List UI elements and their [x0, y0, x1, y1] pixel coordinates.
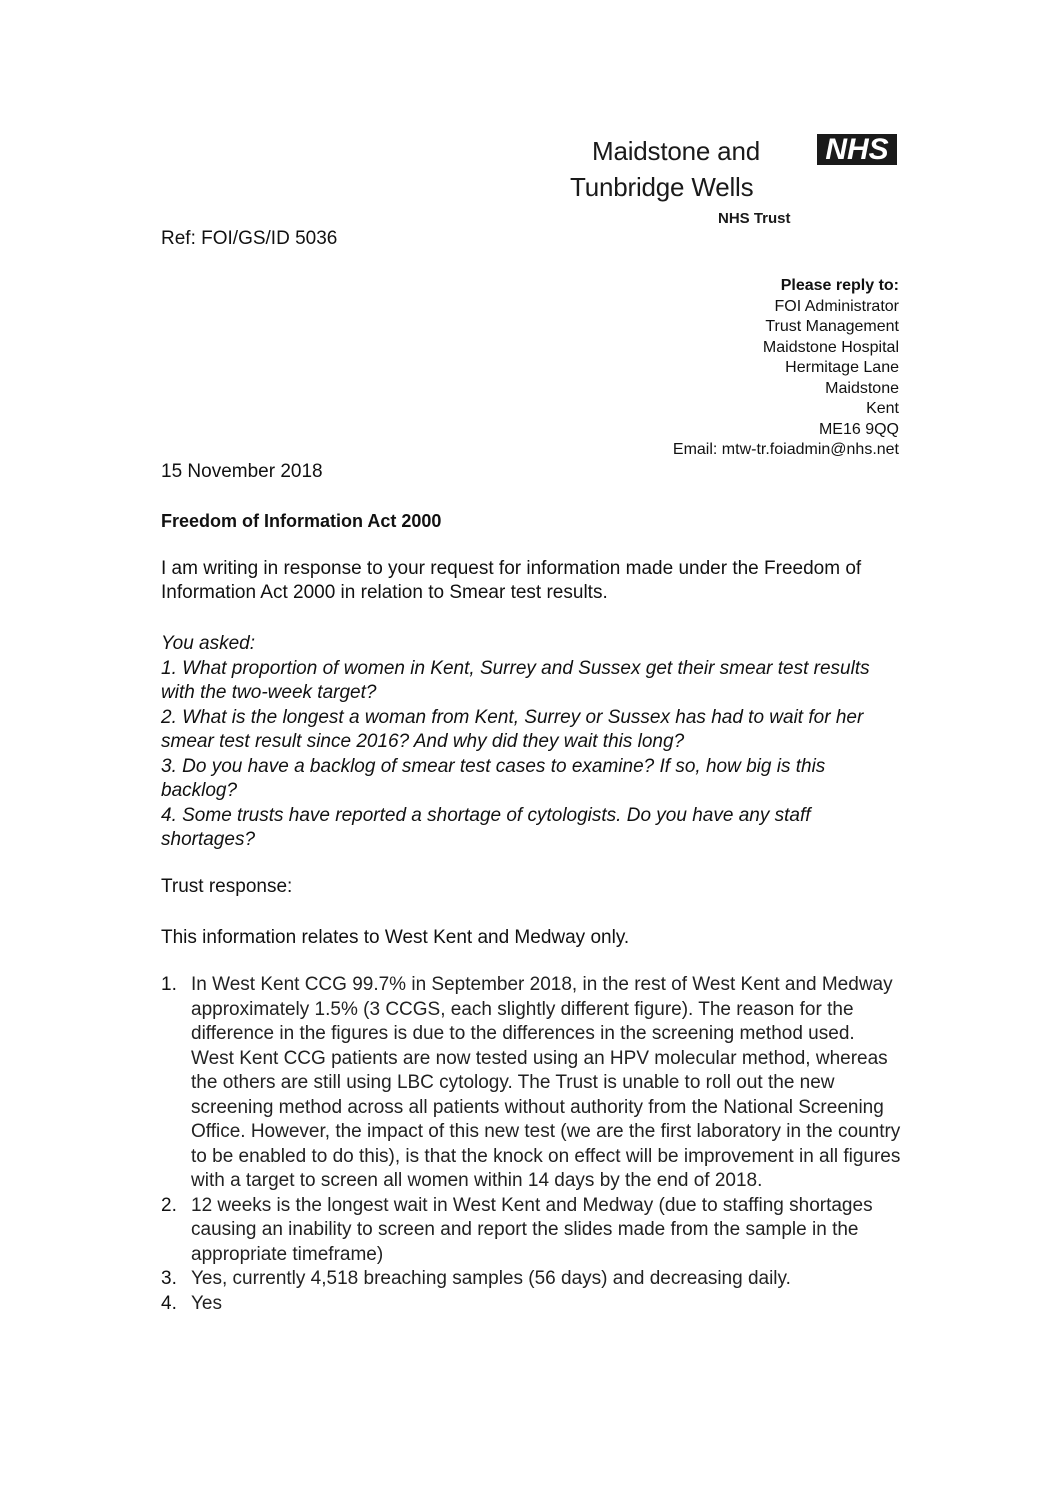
answer-number: 2. — [161, 1194, 177, 1216]
answer-number: 1. — [161, 974, 177, 995]
answer-item — [161, 1292, 901, 1317]
question-item: 1. What proportion of women in Kent, Surrey and Sussex get their smear test results with the two-week target? — [161, 657, 870, 703]
reply-email: Email: mtw-tr.foiadmin@nhs.net — [672, 441, 899, 458]
letter-heading: Freedom of Information Act 2000 — [161, 511, 442, 531]
answers-list — [161, 973, 901, 1316]
reference-number: Ref: FOI/GS/ID 5036 — [161, 228, 338, 249]
reply-address — [499, 276, 899, 461]
answer-text: 12 weeks is the longest wait in West Kent and Medway (due to staffing shortages causing an inability to screen and report the slides made from the sample in the appropriate timeframe) — [191, 1194, 873, 1265]
logo-text-tunbridge: Tunbridge Wells — [570, 172, 754, 202]
reply-address-line: Maidstone — [825, 379, 899, 397]
questions-block — [161, 632, 901, 853]
response-label: Trust response: — [161, 876, 293, 897]
reply-address-line: Trust Management — [765, 318, 899, 335]
reply-address-heading: Please reply to: — [780, 277, 899, 294]
reply-address-line: ME16 9QQ — [818, 420, 899, 438]
answer-number: 4. — [161, 1292, 177, 1314]
answer-item — [161, 1267, 901, 1292]
trust-logo — [570, 130, 910, 230]
reply-address-line: Maidstone Hospital — [762, 338, 899, 356]
answer-text: In West Kent CCG 99.7% in September 2018, in the rest of West Kent and Medway approximately 1.5% (3 CCGS, each slightly different figure). The reason for the difference in the figures is due to the differences in the screening method used. West Kent CCG patients are now tested using an HPV molecular method, whereas the others are still using LBC cytology. The Trust is unable to roll out the new screening method across all patients without authority from the National Screening Office. However, the impact of this new test (we are the first laboratory in the country to be enabled to do this), is that the knock on effect will be improvement in all figures with a target to screen all women within 14 days by the end of 2018. — [191, 974, 901, 1191]
logo-text-maidstone: Maidstone and — [592, 136, 760, 166]
letter-date: 15 November 2018 — [161, 461, 323, 482]
answer-item — [161, 1194, 901, 1268]
scope-statement: This information relates to West Kent and Medway only. — [161, 927, 630, 948]
question-item: 2. What is the longest a woman from Kent, Surrey or Sussex has had to wait for her smear test result since 2016? And why did they wait this long? — [161, 706, 864, 752]
intro-paragraph: I am writing in response to your request for information made under the Freedom of Information Act 2000 in relation to Smear test results. — [161, 558, 862, 603]
answer-text: Yes — [191, 1292, 222, 1314]
reply-address-line: FOI Administrator — [774, 297, 899, 315]
answer-item — [161, 973, 901, 1194]
reply-address-line: Hermitage Lane — [785, 359, 899, 376]
nhs-logo-badge: NHS — [817, 134, 897, 165]
questions-label: You asked: — [161, 633, 256, 654]
question-item: 4. Some trusts have reported a shortage of cytologists. Do you have any staff shortages? — [161, 804, 811, 850]
question-item: 3. Do you have a backlog of smear test cases to examine? If so, how big is this backlog? — [161, 755, 826, 801]
reply-address-line: Kent — [866, 400, 899, 417]
answer-text: Yes, currently 4,518 breaching samples (56 days) and decreasing daily. — [191, 1268, 791, 1289]
logo-text-nhs-trust: NHS Trust — [718, 210, 791, 227]
answer-number: 3. — [161, 1268, 177, 1289]
